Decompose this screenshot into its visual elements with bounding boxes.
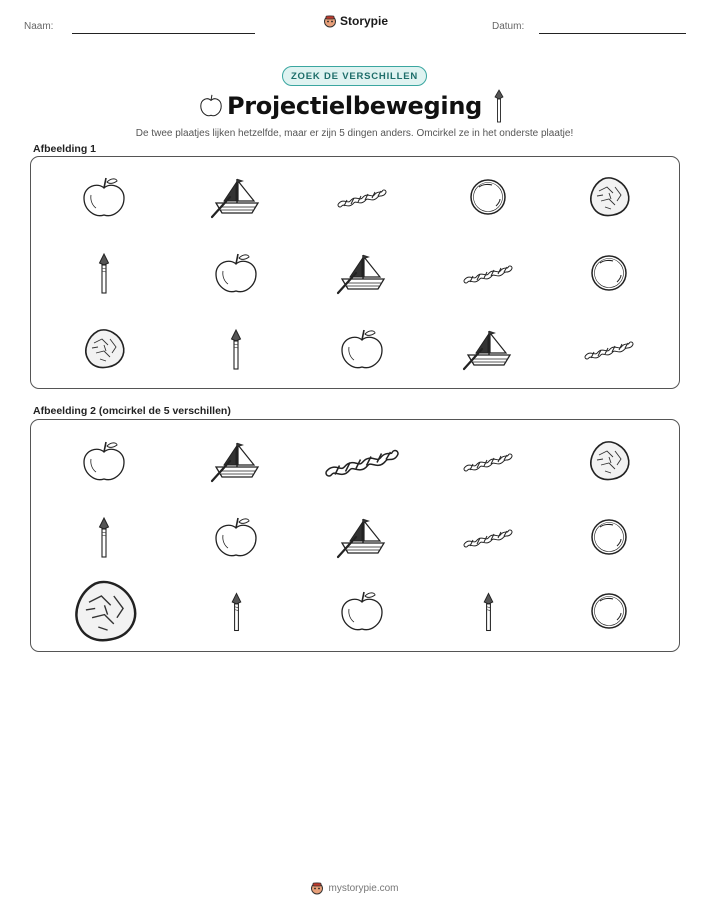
rock-icon[interactable] [58,565,151,658]
apple-icon [332,319,392,379]
boat-icon [458,319,518,379]
rope-icon [579,319,639,379]
rope-icon [458,243,518,303]
ball-icon [579,243,639,303]
rock-icon [579,167,639,227]
ball-icon [458,167,518,227]
spear-icon[interactable] [460,583,517,640]
ball-icon[interactable] [579,581,639,641]
rope-icon[interactable] [317,416,407,506]
footer [0,881,709,895]
storypie-mascot-icon [310,881,324,895]
name-line[interactable] [72,33,255,34]
instructions: De twee plaatjes lijken hetzelfde, maar er zijn 5 dingen anders. Omcirkel ze in het onderste plaatje! [135,128,574,139]
apple-icon [74,167,134,227]
rope-icon[interactable] [458,431,518,491]
spear-icon[interactable] [208,583,265,640]
page-title: Projectielbeweging [226,92,483,120]
boat-icon[interactable] [206,431,266,491]
brand-name: Storypie [340,14,389,28]
picture-1-label: Afbeelding 1 [33,143,97,155]
spear-icon [206,319,266,379]
picture-2-label: Afbeelding 2 (omcirkel de 5 verschillen) [33,405,231,417]
date-label: Datum: [492,21,525,32]
rock-icon [74,319,134,379]
boat-icon [332,243,392,303]
apple-icon[interactable] [74,431,134,491]
rock-icon[interactable] [579,431,639,491]
boat-icon[interactable] [332,507,392,567]
footer-url: mystorypie.com [328,882,399,894]
boat-icon [206,167,266,227]
name-label: Naam: [24,21,54,32]
spear-icon[interactable] [74,507,134,567]
brand-logo [323,14,388,28]
spear-icon [493,90,505,122]
apple-icon [206,243,266,303]
rope-icon[interactable] [458,507,518,567]
apple-icon[interactable] [332,581,392,641]
rope-icon [332,167,392,227]
apple-icon[interactable] [206,507,266,567]
worksheet-type-badge: ZOEK DE VERSCHILLEN [282,66,427,86]
storypie-mascot-icon [323,14,337,28]
spear-icon [74,243,134,303]
date-line[interactable] [539,33,686,34]
ball-icon[interactable] [579,507,639,567]
